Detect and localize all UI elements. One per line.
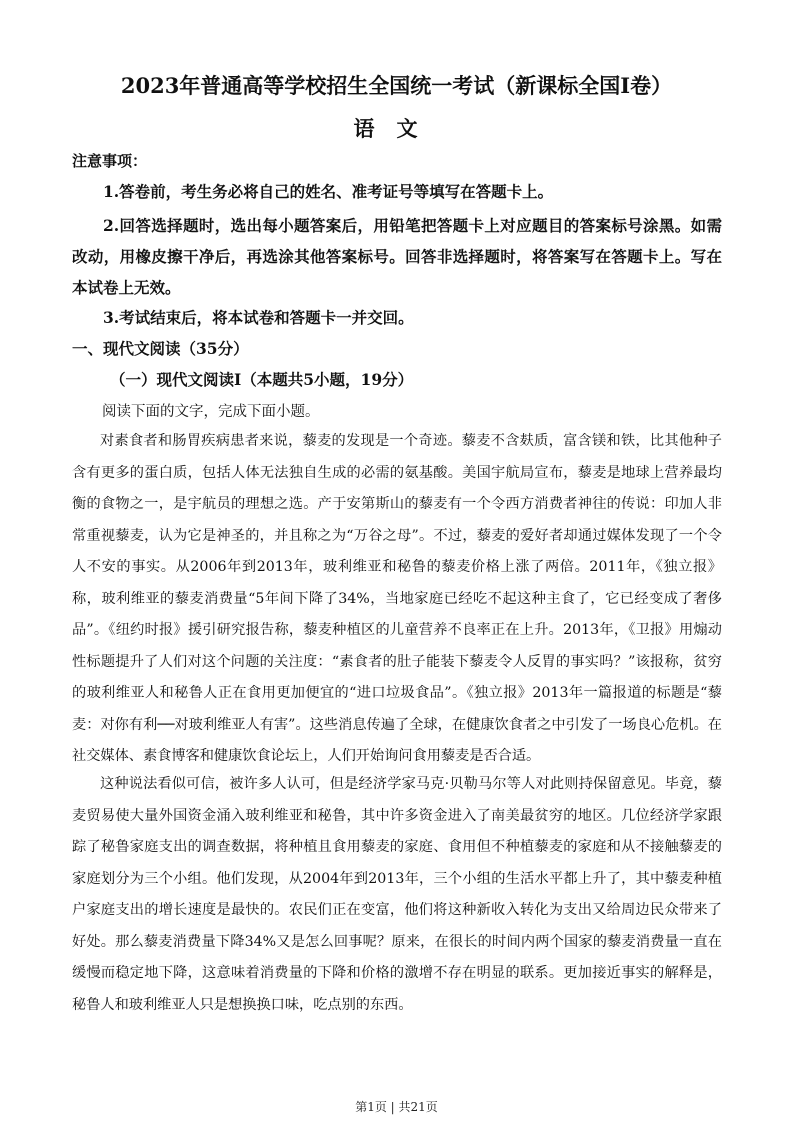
reading-paragraph-2: 这种说法看似可信，被许多人认可，但是经济学家马克·贝勒马尔等人对此则持保留意见。毕竟，藜麦贸易使大量外国资金涌入玻利维亚和秘鲁，其中许多资金进入了南美最贫穷的地区。几位经济学家跟踪了秘鲁家庭支出的调查数据，将种植且食用藜麦的家庭、食用但不种植藜麦的家庭和从不接触藜麦的家庭划分为三个小组。他们发现，从2004年到2013年，三个小组的生活水平都上升了，其中藜麦种植户家庭支出的增长速度是最快的。农民们正在变富，他们将这种新收入转化为支出又给周边民众带来了好处。那么藜麦消费量下降34%又是怎么回事呢？原来，在很长的时间内两个国家的藜麦消费量一直在缓慢而稳定地下降，这意味着消费量的下降和价格的激增不存在明显的联系。更加接近事实的解释是，秘鲁人和玻利维亚人只是想换换口味，吃点别的东西。: [72, 776, 722, 1013]
note-item-2: 2.回答选择题时，选出每小题答案后，用铅笔把答题卡上对应题目的答案标号涂黑。如需改动，用橡皮擦干净后，再选涂其他答案标号。回答非选择题时，将答案写在答题卡上。写在本试卷上无效。: [72, 216, 722, 297]
note-item-3: 3.考试结束后，将本试卷和答题卡一并交回。: [103, 308, 414, 327]
page-footer: 第1页 | 共21页: [355, 1100, 438, 1114]
subsection-heading: （一）现代文阅读Ⅰ（本题共5小题，19分）: [110, 370, 414, 389]
subject-title: 语文: [353, 116, 440, 141]
notes-heading: 注意事项：: [72, 152, 148, 170]
reading-paragraph-1: 对素食者和肠胃疾病患者来说，藜麦的发现是一个奇迹。藜麦不含麸质，富含镁和铁，比其他种子含有更多的蛋白质，包括人体无法独自生成的必需的氨基酸。美国宇航局宣布，藜麦是地球上营养最均衡的食物之一，是宇航员的理想之选。产于安第斯山的藜麦有一个令西方消费者神往的传说：印加人非常重视藜麦，认为它是神圣的，并且称之为“万谷之母”。不过，藜麦的爱好者却通过媒体发现了一个令人不安的事实。从2006年到2013年，玻利维亚和秘鲁的藜麦价格上涨了两倍。2011年，《独立报》称，玻利维亚的藜麦消费量“5年间下降了34%，当地家庭已经吃不起这种主食了，它已经变成了奢侈品”。《纽约时报》援引研究报告称，藜麦种植区的儿童营养不良率正在上升。2013年，《卫报》用煽动性标题提升了人们对这个问题的关注度：“素食者的肚子能装下藜麦令人反胃的事实吗？”该报称，贫穷的玻利维亚人和秘鲁人正在食用更加便宜的“进口垃圾食品”。《独立报》2013年一篇报道的标题是“藜麦：对你有利──对玻利维亚人有害”。这些消息传遍了全球，在健康饮食者之中引发了一场良心危机。在社交媒体、素食博客和健康饮食论坛上，人们开始询问食用藜麦是否合适。: [72, 433, 722, 764]
section-heading: 一、现代文阅读（35分）: [72, 339, 249, 358]
exam-title: 2023年普通高等学校招生全国统一考试（新课标全国Ⅰ卷）: [120, 73, 673, 98]
reading-instruction: 阅读下面的文字，完成下面小题。: [102, 404, 320, 420]
note-item-1: 1.答卷前，考生务必将自己的姓名、准考证号等填写在答题卡上。: [103, 182, 554, 201]
